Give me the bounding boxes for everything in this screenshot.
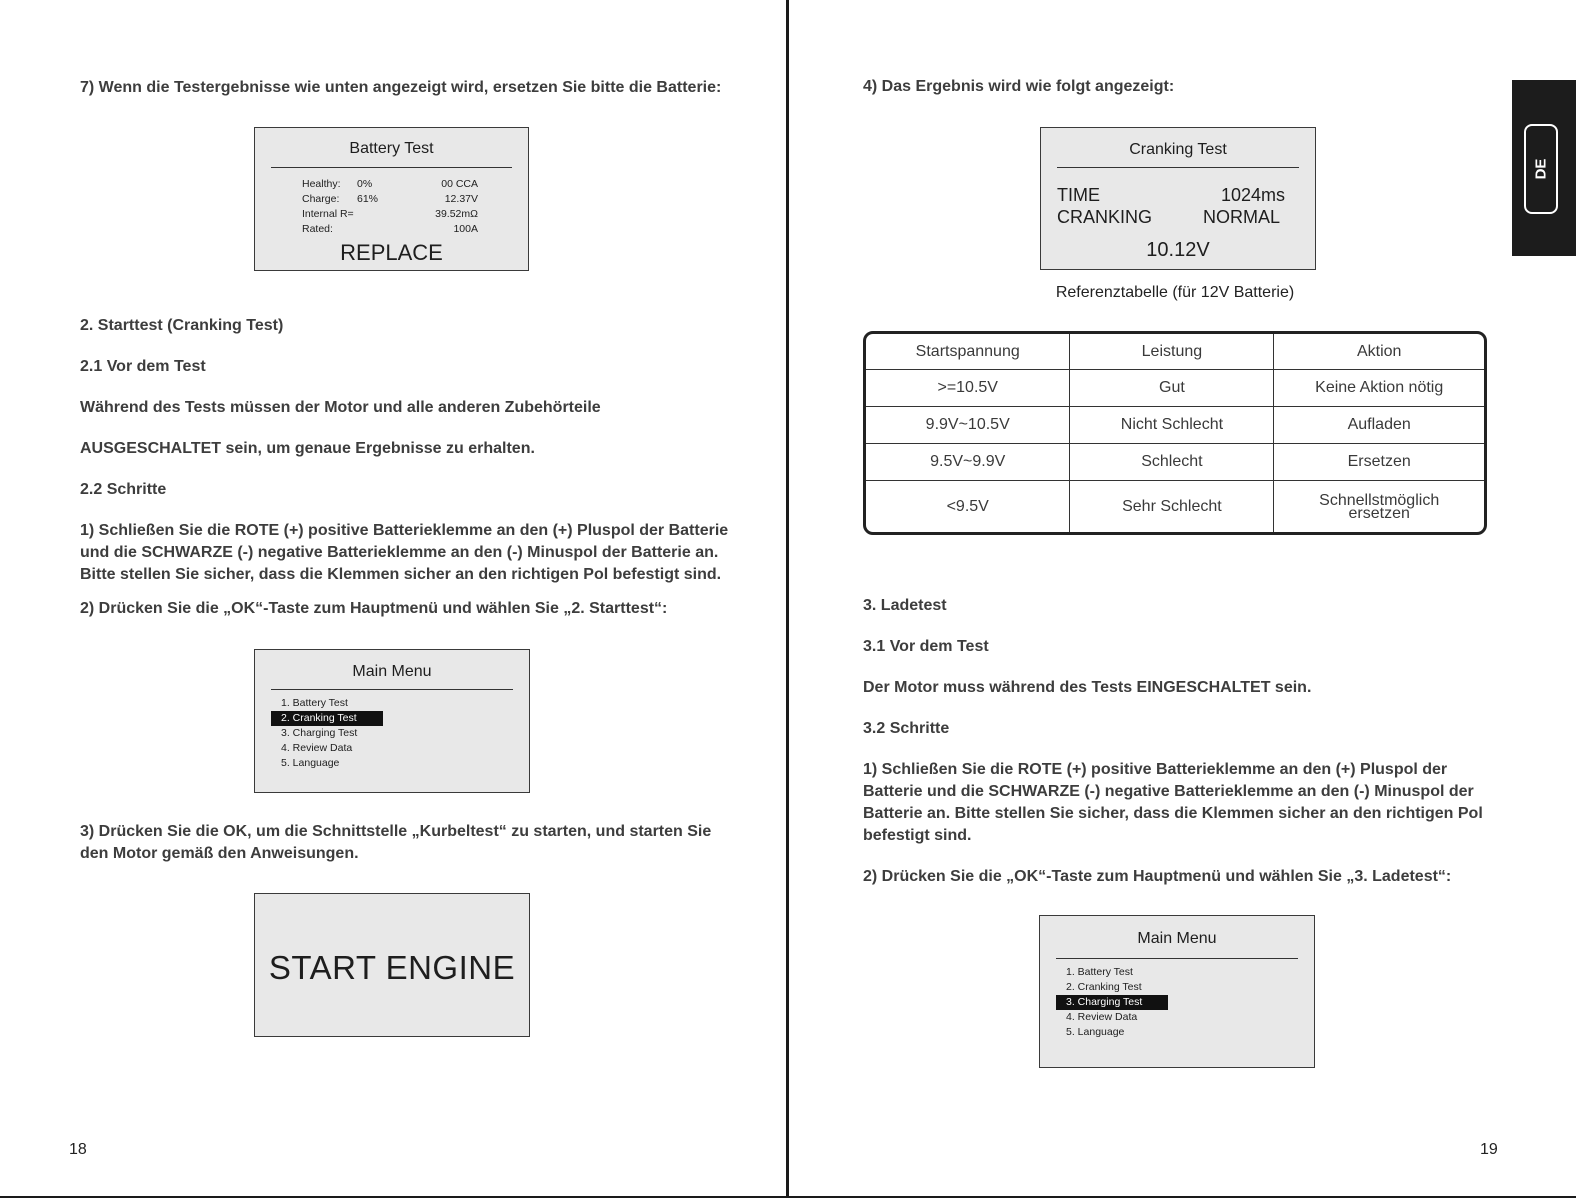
screen-divider (1056, 958, 1298, 959)
table-header-row (866, 334, 1484, 370)
step2-text: 2) Drücken Sie die „OK“-Taste zum Hauptmenü und wählen Sie „3. Ladetest“: (863, 868, 1452, 885)
step4-text: 4) Das Ergebnis wird wie folgt angezeigt: (863, 78, 1175, 95)
replace-result: REPLACE (340, 240, 443, 265)
table-row (866, 444, 1484, 481)
page-number-left: 18 (69, 1141, 87, 1158)
table-cell: 9.5V~9.9V (866, 444, 1070, 481)
time-label: TIME (1057, 185, 1100, 205)
language-label: DE (1532, 158, 1550, 180)
result-value: 12.37V (444, 193, 478, 205)
result-label: Healthy: (302, 178, 341, 190)
table-cell: Nicht Schlecht (1070, 407, 1274, 444)
menu-item[interactable]: 1. Battery Test (1066, 966, 1133, 978)
table-cell: <9.5V (866, 481, 1070, 532)
result-label: Charge: (302, 193, 340, 205)
page-18 (0, 0, 787, 1198)
screen-divider (271, 689, 513, 690)
result-value: 100A (453, 223, 478, 235)
step1-line-1: 1) Schließen Sie die ROTE (+) positive Batterieklemme an den (+) Pluspol der (863, 761, 1448, 778)
time-value: 1024ms (1220, 185, 1285, 205)
battery-test-title: Battery Test (349, 140, 434, 157)
step1-line-2: Batterie und die SCHWARZE (-) negative Batterieklemme an den (-) Minuspol der (863, 783, 1474, 800)
result-label: Internal R= (302, 208, 354, 220)
section-2-heading: 2. Starttest (Cranking Test) (80, 317, 284, 334)
reference-table-caption: Referenztabelle (für 12V Batterie) (1055, 284, 1295, 301)
result-value: 00 CCA (441, 178, 478, 190)
result-percent: 0% (357, 178, 373, 190)
screen-divider (271, 167, 512, 168)
table-row (866, 370, 1484, 407)
table-cell: Schlecht (1070, 444, 1274, 481)
screen-divider (1057, 167, 1299, 168)
table-cell: Ersetzen (1274, 444, 1484, 481)
table-cell: >=10.5V (866, 370, 1070, 407)
table-cell: Gut (1070, 370, 1274, 407)
menu-item[interactable]: 1. Battery Test (281, 697, 348, 709)
section-3-1-heading: 3.1 Vor dem Test (863, 638, 989, 655)
section-3-1-text: Der Motor muss während des Tests EINGESCHALTET sein. (863, 679, 1312, 696)
menu-item-selected[interactable]: 2. Cranking Test (271, 711, 383, 726)
table-row (866, 407, 1484, 444)
section-2-1-text-1: Während des Tests müssen der Motor und alle anderen Zubehörteile (80, 399, 601, 416)
language-tab (1512, 80, 1576, 256)
menu-list (271, 696, 383, 771)
main-menu-screen-left (254, 649, 530, 793)
section-2-1-text-2: AUSGESCHALTET sein, um genaue Ergebnisse zu erhalten. (80, 440, 535, 457)
step3-line-1: 3) Drücken Sie die OK, um die Schnittstelle „Kurbeltest“ zu starten, und starten Sie (80, 823, 712, 840)
step2-text: 2) Drücken Sie die „OK“-Taste zum Hauptmenü und wählen Sie „2. Starttest“: (80, 600, 668, 617)
table-header-cell: Aktion (1274, 334, 1484, 370)
cranking-test-title: Cranking Test (1129, 141, 1227, 158)
table-cell: Aufladen (1274, 407, 1484, 444)
main-menu-screen-right (1039, 915, 1315, 1068)
result-value: 39.52mΩ (435, 208, 478, 220)
step1-line-2: und die SCHWARZE (-) negative Batterieklemme an den (-) Minuspol der Batterie an. (80, 544, 719, 561)
page-number-right: 19 (1480, 1141, 1498, 1158)
section-3-2-heading: 3.2 Schritte (863, 720, 950, 737)
menu-item[interactable]: 4. Review Data (281, 742, 353, 754)
cranking-test-screen (1040, 127, 1316, 270)
table-cell: Sehr Schlecht (1070, 481, 1274, 532)
section-2-2-heading: 2.2 Schritte (80, 481, 167, 498)
menu-item[interactable]: 5. Language (1066, 1026, 1125, 1038)
table-cell: Keine Aktion nötig (1274, 370, 1484, 407)
start-engine-screen (254, 893, 530, 1037)
step1-line-1: 1) Schließen Sie die ROTE (+) positive Batterieklemme an den (+) Pluspol der Batterie (80, 522, 729, 539)
reference-table (863, 331, 1487, 535)
result-label: Rated: (302, 223, 333, 235)
menu-list (1056, 965, 1168, 1040)
step3-line-2: den Motor gemäß den Anweisungen. (80, 845, 359, 862)
cranking-label: CRANKING (1057, 207, 1153, 227)
result-percent: 61% (357, 193, 379, 205)
cranking-voltage: 10.12V (1146, 239, 1210, 261)
step1-line-3: Bitte stellen Sie sicher, dass die Klemmen sicher an den richtigen Pol befestigt sind. (80, 566, 722, 583)
start-engine-text: START ENGINE (268, 949, 516, 986)
main-menu-title: Main Menu (352, 663, 432, 680)
table-cell: 9.9V~10.5V (866, 407, 1070, 444)
step1-line-4: befestigt sind. (863, 827, 972, 844)
table-header-cell: Leistung (1070, 334, 1274, 370)
menu-item[interactable]: 3. Charging Test (281, 727, 358, 739)
language-badge (1524, 124, 1558, 214)
battery-test-screen (254, 127, 529, 271)
table-header-cell: Startspannung (866, 334, 1070, 370)
menu-item[interactable]: 5. Language (281, 757, 340, 769)
section-3-heading: 3. Ladetest (863, 597, 947, 614)
cranking-value: NORMAL (1202, 207, 1280, 227)
table-cell: Schnellstmöglich ersetzen (1274, 481, 1484, 532)
table-row (866, 481, 1484, 532)
menu-item-selected[interactable]: 3. Charging Test (1056, 995, 1168, 1010)
step7-text: 7) Wenn die Testergebnisse wie unten angezeigt wird, ersetzen Sie bitte die Batterie: (80, 79, 722, 96)
step1-line-3: Batterie an. Bitte stellen Sie sicher, dass die Klemmen sicher an den richtigen Pol (863, 805, 1483, 822)
menu-item[interactable]: 4. Review Data (1066, 1011, 1138, 1023)
menu-item[interactable]: 2. Cranking Test (1066, 981, 1142, 993)
main-menu-title: Main Menu (1137, 930, 1217, 947)
section-2-1-heading: 2.1 Vor dem Test (80, 358, 206, 375)
